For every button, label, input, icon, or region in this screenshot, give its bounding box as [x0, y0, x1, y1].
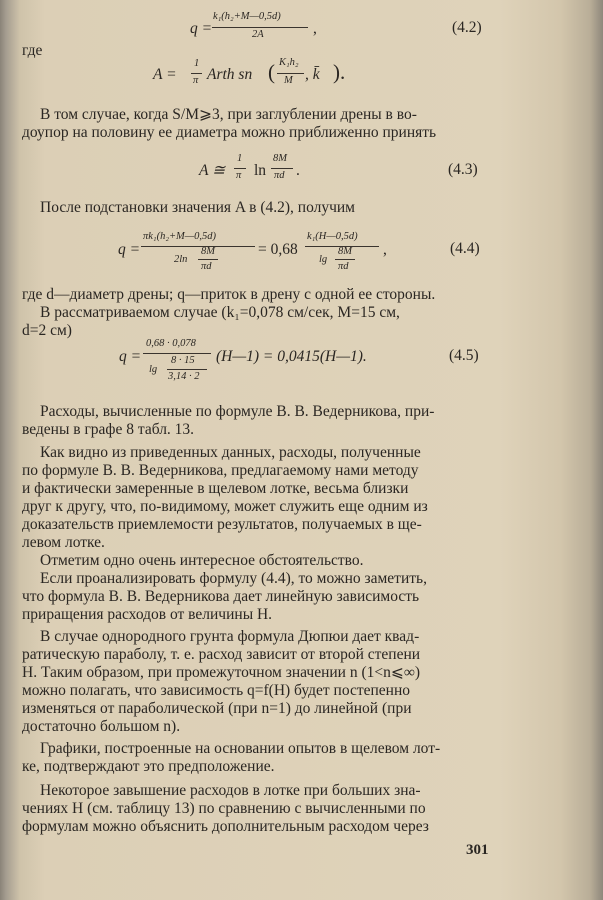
eq43-ln: ln [254, 162, 267, 179]
eq44-mid: = 0,68 [258, 241, 298, 258]
paragraph-4-line-3: приращения расходов от величины H. [22, 606, 273, 623]
eq42-denominator: 2A [252, 29, 264, 40]
paragraph-6-line-1: Графики, построенные на основании опытов в щелевом лот- [40, 740, 441, 757]
eq43-f2-den: πd [274, 170, 285, 181]
para-3-line-3: d=2 см) [22, 322, 72, 339]
eq45-bar [143, 353, 211, 354]
eqA-inner-den: M [284, 75, 293, 86]
eq43-f1-num: 1 [237, 153, 243, 164]
eqA-frac-bar [191, 73, 202, 74]
eq43-f1-bar [234, 168, 246, 169]
eq44-bar1 [141, 246, 255, 247]
eq43-number: (4.3) [448, 161, 478, 178]
paragraph-2-line-3: и фактически замеренные в щелевом лотке, весьма близки [22, 480, 409, 497]
paragraph-2-line-1: Как видно из приведенных данных, расходы, полученные [40, 444, 421, 461]
eq44-den1-num: 8M [201, 246, 215, 257]
eq45-den-pre: lg [149, 364, 158, 375]
eq42-tail: , [313, 20, 317, 37]
eq44-den2-pre: lg [319, 254, 328, 265]
para-1-line-1: В том случае, когда S/M⩾3, при заглублении дрены в во- [40, 106, 417, 123]
eqA-body: Arth sn [207, 66, 253, 83]
eq44-den1-den: πd [201, 261, 212, 272]
eq44-num1: πk₁(h₂+M—0,5d) [143, 231, 217, 242]
where-label-1: где [22, 42, 43, 59]
eq45-den-den: 3,14 · 2 [168, 371, 200, 382]
paragraph-7-line-3: формулам можно объяснить дополнительным расходом через [22, 818, 429, 835]
paragraph-2-line-4: друг к другу, что, по-видимому, может служить еще одним из [22, 498, 428, 515]
eq45-tail: (H—1) = 0,0415(H—1). [216, 348, 367, 365]
paragraph-5-line-2: ратическую параболу, т. е. расход зависит от второй степени [22, 646, 421, 663]
para-1-line-2: доупор на половину ее диаметра можно приближенно принять [22, 124, 437, 141]
paragraph-4-line-1: Если проанализировать формулу (4.4), то можно заметить, [40, 570, 427, 587]
paragraph-1-line-1: Расходы, вычисленные по формуле В. В. Ведерникова, при- [40, 403, 435, 420]
eq43-f2-num: 8M [273, 153, 287, 164]
paragraph-5-line-3: H. Таким образом, при промежуточном значении n (1<n⩽∞) [22, 664, 421, 681]
eq45-den-num: 8 · 15 [171, 355, 195, 366]
eqA-inner-tail: , k̄ [305, 66, 320, 83]
eq44-den1-pre: 2ln [174, 254, 188, 265]
eqA-close: ). [333, 60, 346, 84]
eqA-inner-bar [277, 73, 304, 74]
paragraph-2-line-5: доказательств приемлемости результатов, получаемых в ще- [22, 516, 422, 533]
paragraph-2-line-6: левом лотке. [22, 534, 105, 551]
paragraph-2-line-2: по формуле В. В. Ведерникова, предлагаемому нами методу [22, 462, 419, 479]
paragraph-4-line-2: что формула В. В. Ведерникова дает линейную зависимость [22, 588, 420, 605]
eq45-den-bar [167, 369, 207, 370]
paragraph-7-line-1: Некоторое завышение расходов в лотке при больших зна- [40, 782, 421, 799]
paragraph-5-line-4: можно полагать, что зависимость q=f(H) будет постепенно [22, 682, 411, 699]
eq42-lhs: q = [190, 20, 213, 37]
eq44-tail: , [383, 241, 387, 258]
eq42-numerator: k₁(h₂+M—0,5d) [213, 11, 281, 22]
eq44-lhs: q = [118, 241, 141, 258]
eqA-lhs: A = [153, 66, 177, 83]
paragraph-7-line-2: чениях H (см. таблицу 13) по сравнению с вычисленными по [22, 800, 426, 817]
para-3-line-1: где d—диаметр дрены; q—приток в дрену с одной ее стороны. [22, 286, 436, 303]
paragraph-5-line-5: изменяться от параболической (при n=1) до линейной (при [22, 700, 412, 717]
eq44-number: (4.4) [450, 240, 480, 257]
eq42-number: (4.2) [452, 19, 482, 36]
eq44-den2-num: 8M [338, 246, 352, 257]
eq44-num2: k₁(H—0,5d) [307, 231, 358, 242]
eq45-lhs: q = [119, 348, 142, 365]
paragraph-5-line-6: достаточно большом n). [22, 718, 181, 735]
eq44-den1-bar [198, 259, 218, 260]
eq45-num: 0,68 · 0,078 [146, 338, 196, 349]
page-number: 301 [466, 842, 489, 858]
eq45-number: (4.5) [449, 347, 479, 364]
eq43-f1-den: π [236, 170, 242, 181]
eq44-den2-den: πd [338, 261, 349, 272]
eqA-inner-num: K₁h₂ [279, 57, 299, 68]
eqA-open-paren: ( [268, 60, 275, 84]
eq43-f2-bar [271, 168, 293, 169]
eq43-tail: . [296, 162, 300, 179]
paragraph-1-line-2: ведены в графе 8 табл. 13. [22, 421, 195, 438]
para-3-line-2: В рассматриваемом случае (k₁=0,078 см/сек, M=15 см, [40, 304, 400, 321]
paragraph-5-line-1: В случае однородного грунта формула Дюпюи дает квад- [40, 628, 420, 645]
para-2: После подстановки значения A в (4.2), получим [40, 199, 355, 216]
eq43-lhs: A ≅ [199, 162, 226, 179]
eq44-den2-bar [335, 259, 355, 260]
paragraph-6-line-2: ке, подтверждают это предположение. [22, 758, 275, 775]
eqA-frac-num: 1 [194, 58, 200, 69]
eqA-frac-den: π [193, 75, 199, 86]
eq42-fraction-bar [212, 27, 308, 28]
paragraph-3-line-1: Отметим одно очень интересное обстоятельство. [40, 552, 364, 569]
